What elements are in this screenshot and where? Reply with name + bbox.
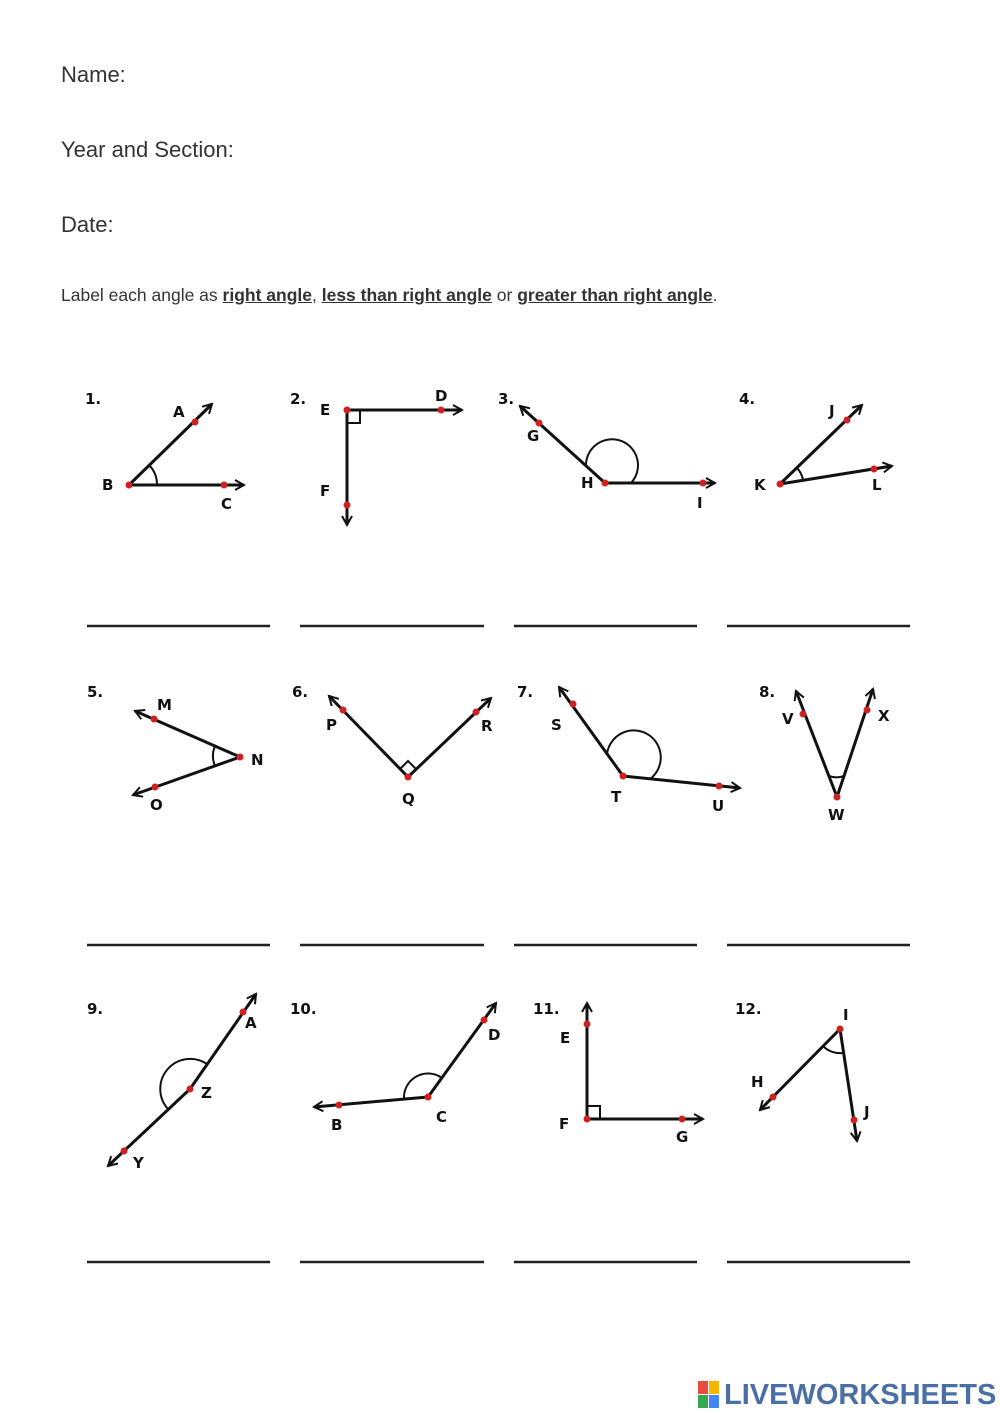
label-f: F (559, 1115, 570, 1133)
label-d: D (435, 387, 448, 405)
label-r: R (481, 717, 493, 735)
option-greater-than-right-angle: greater than right angle (517, 285, 713, 305)
problem-number: 9. (87, 1000, 104, 1018)
problem-5 (87, 683, 264, 814)
problem-number: 3. (498, 390, 515, 408)
problem-6 (292, 683, 493, 808)
problem-2 (290, 387, 462, 525)
point-j (844, 417, 851, 424)
ray-wv (796, 691, 837, 797)
instructions-sep2: or (491, 285, 518, 305)
label-t: T (611, 788, 622, 806)
problem-number: 10. (290, 1000, 317, 1018)
point-k (777, 481, 784, 488)
problem-number: 8. (759, 683, 776, 701)
problem-number: 5. (87, 683, 104, 701)
point-c (425, 1094, 432, 1101)
angle-arc (797, 468, 803, 480)
problem-number: 12. (735, 1000, 762, 1018)
ray-wx (837, 689, 873, 797)
label-d: D (488, 1026, 501, 1044)
label-c: C (436, 1108, 448, 1126)
problem-7 (517, 683, 740, 815)
point-h (770, 1094, 777, 1101)
label-g: G (676, 1128, 689, 1146)
point-u (716, 783, 723, 790)
angle-arc (607, 730, 661, 779)
label-e: E (560, 1029, 571, 1047)
ray-ij (840, 1029, 857, 1141)
logo-text: LIVEWORKSHEETS (724, 1378, 997, 1411)
point-c (221, 482, 228, 489)
problem-11 (533, 1000, 703, 1146)
angle-arc (160, 1059, 207, 1109)
ray-no (133, 757, 240, 795)
label-x: X (878, 707, 890, 725)
angle-arc (149, 465, 157, 485)
point-j (851, 1117, 858, 1124)
point-f (344, 502, 351, 509)
point-o (152, 784, 159, 791)
label-f: F (320, 482, 331, 500)
name-label: Name: (61, 62, 126, 87)
point-b (126, 482, 133, 489)
point-e (584, 1021, 591, 1028)
point-d (481, 1017, 488, 1024)
instructions-prefix: Label each angle as (61, 285, 223, 305)
instructions-suffix: . (712, 285, 718, 305)
problem-number: 11. (533, 1000, 560, 1018)
label-z: Z (201, 1084, 212, 1102)
angle-arc (586, 439, 638, 483)
label-u: U (712, 797, 725, 815)
option-right-angle: right angle (222, 285, 312, 305)
point-m (151, 716, 158, 723)
point-y (121, 1148, 128, 1155)
problem-number: 2. (290, 390, 307, 408)
ray-za (190, 994, 256, 1089)
point-t (620, 773, 627, 780)
date-label: Date: (61, 212, 114, 237)
problem-1 (85, 390, 244, 513)
problem-9 (87, 994, 257, 1172)
angle-arc (213, 746, 215, 766)
label-w: W (828, 806, 845, 824)
instructions-sep1: , (311, 285, 322, 305)
point-a (192, 419, 199, 426)
ray-ba (129, 404, 212, 485)
point-w (834, 794, 841, 801)
point-l (871, 466, 878, 473)
angle-arc (823, 1046, 843, 1053)
ray-zy (108, 1089, 190, 1166)
liveworksheets-logo (698, 1378, 996, 1412)
point-z (187, 1086, 194, 1093)
problem-number: 6. (292, 683, 309, 701)
label-l: L (872, 476, 882, 494)
label-h: H (581, 474, 594, 492)
point-g (679, 1116, 686, 1123)
liveworksheets-logo-icon (698, 1381, 720, 1409)
label-b: B (102, 476, 114, 494)
label-o: O (150, 796, 163, 814)
right-angle-mark (400, 761, 416, 769)
year-section-label: Year and Section: (61, 137, 234, 162)
point-d (438, 407, 445, 414)
label-a: A (173, 403, 185, 421)
point-q (405, 774, 412, 781)
label-p: P (326, 716, 337, 734)
ray-ts (559, 687, 623, 776)
problem-10 (290, 1000, 500, 1134)
label-j: J (864, 1103, 870, 1121)
point-e (344, 407, 351, 414)
point-b (336, 1102, 343, 1109)
problem-number: 1. (85, 390, 102, 408)
point-h (602, 480, 609, 487)
problem-12 (735, 1000, 870, 1141)
ray-cb (314, 1097, 428, 1107)
label-s: S (551, 716, 562, 734)
point-i (837, 1026, 844, 1033)
label-q: Q (402, 790, 415, 808)
point-i (700, 480, 707, 487)
point-x (864, 707, 871, 714)
problem-number: 4. (739, 390, 756, 408)
label-m: M (157, 696, 172, 714)
problem-8 (759, 683, 890, 824)
problem-number: 7. (517, 683, 534, 701)
point-n (237, 754, 244, 761)
problem-4 (739, 390, 892, 494)
label-i: I (843, 1006, 849, 1024)
label-g: G (527, 427, 540, 445)
point-g (536, 420, 543, 427)
angle-arc (829, 776, 844, 777)
problem-3 (498, 390, 715, 512)
label-i: I (697, 494, 703, 512)
label-e: E (320, 401, 331, 419)
label-y: Y (133, 1154, 144, 1172)
point-f (584, 1116, 591, 1123)
option-less-than-right-angle: less than right angle (321, 285, 492, 305)
point-p (340, 707, 347, 714)
label-b: B (331, 1116, 343, 1134)
point-r (473, 709, 480, 716)
label-h: H (751, 1073, 764, 1091)
point-s (570, 701, 577, 708)
label-n: N (251, 751, 264, 769)
label-v: V (782, 710, 794, 728)
label-c: C (221, 495, 233, 513)
label-a: A (245, 1014, 257, 1032)
point-v (800, 711, 807, 718)
label-k: K (754, 476, 766, 494)
label-j: J (829, 402, 835, 420)
